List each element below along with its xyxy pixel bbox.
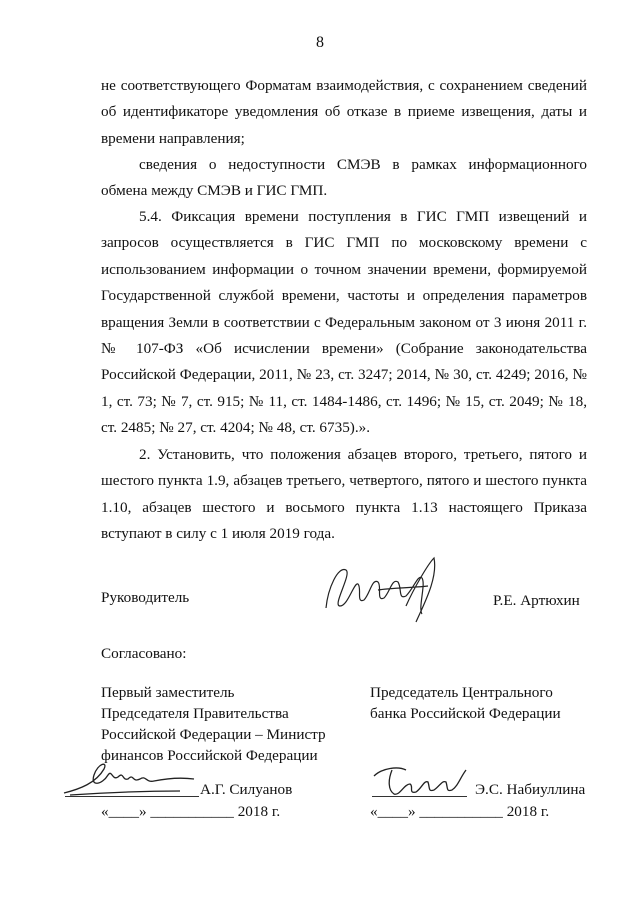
agreed-label: Согласовано: <box>101 645 187 662</box>
right-approver-date: «____» ___________ 2018 г. <box>370 803 550 820</box>
right-approver-name: Э.С. Набиуллина <box>475 781 586 798</box>
left-approver-line-4: финансов Российской Федерации <box>101 747 318 764</box>
paragraph-smev <box>101 152 587 205</box>
paragraph-continuation <box>101 73 587 152</box>
paragraph-4: 2. Установить, что положения абзацев второго, третьего, пятого и шестого пункта 1.9, абзацев третьего, четвертого, пятого и шестого пункта 1.10, абзацев шестого и восьмого пункта 1.13 настоящего Приказа вступают в силу с 1 июля 2019 года. <box>101 446 587 543</box>
director-signature <box>318 548 448 626</box>
right-approver-line-2: банка Российской Федерации <box>370 705 561 722</box>
left-approver-line-3: Российской Федерации – Министр <box>101 726 326 743</box>
paragraph-1: не соответствующего Форматам взаимодействия, с сохранением сведений об идентификаторе уведомления об отказе в приеме извещения, даты и времени направления; <box>101 77 587 147</box>
paragraph-5-4 <box>101 204 587 442</box>
paragraph-3: 5.4. Фиксация времени поступления в ГИС ГМП извещений и запросов осуществляется в ГИС ГМП по московскому времени с использованием информации о точном значении времени, формируемой Государственной службой времени, частоты и определения параметров вращения Земли в соответствии с Федеральным законом от 3 июня 2011 г. № 107-ФЗ «Об исчислении времени» (Собрание законодательства Российской Федерации, 2011, № 23, ст. 3247; 2014, № 30, ст. 4249; 2016, № 1, ст. 73; № 7, ст. 915; № 11, ст. 1484-1486, ст. 1496; № 15, ст. 2049; № 18, ст. 2485; № 27, ст. 4204; № 48, ст. 6735).». <box>101 208 587 437</box>
paragraph-item-2 <box>101 442 587 548</box>
left-approver-date: «____» ___________ 2018 г. <box>101 803 281 820</box>
signatory-name: Р.Е. Артюхин <box>493 592 580 609</box>
left-approver-line-2: Председателя Правительства <box>101 705 289 722</box>
right-approver-position <box>370 682 561 724</box>
left-approver-position <box>101 682 326 766</box>
page-number: 8 <box>316 34 324 51</box>
right-signature-line <box>372 796 467 797</box>
right-approver-signature <box>368 760 478 800</box>
paragraph-2: сведения о недоступности СМЭВ в рамках информационного обмена между СМЭВ и ГИС ГМП. <box>101 156 587 200</box>
left-approver-signature <box>60 755 200 800</box>
left-signature-line <box>65 796 199 797</box>
left-approver-name: А.Г. Силуанов <box>200 781 293 798</box>
right-approver-line-1: Председатель Центрального <box>370 684 553 701</box>
left-approver-line-1: Первый заместитель <box>101 684 235 701</box>
signatory-title: Руководитель <box>101 589 190 606</box>
